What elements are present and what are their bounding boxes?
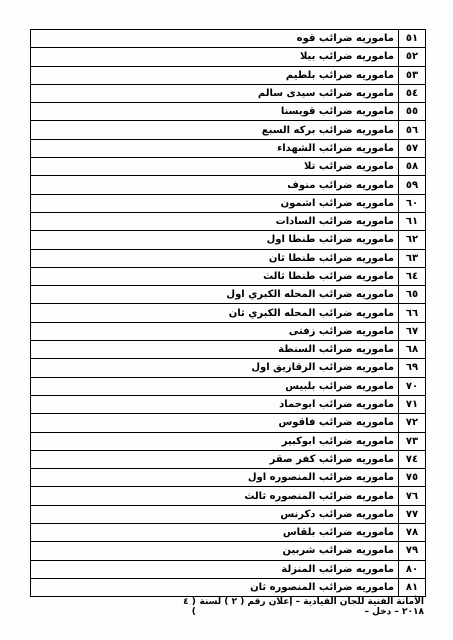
- footer-text: الأمانة الفنية للجان القيادية – إعلان رقم ( ٢ ) لسنة ٢٠١٨ – دخل –: [199, 597, 424, 617]
- office-name: ماموريه ضرائب المنصوره ثالث: [244, 490, 394, 502]
- table-row: [31, 213, 425, 231]
- office-name: ماموريه ضرائب قويسنا: [280, 106, 394, 118]
- office-name: ماموريه ضرائب تلا: [304, 161, 394, 173]
- table-row: [31, 30, 425, 48]
- row-number: ٥٧: [398, 140, 425, 157]
- table-row: [31, 506, 425, 524]
- row-number: ٧٥: [398, 469, 425, 486]
- office-name: ماموريه ضرائب السنطة: [278, 344, 394, 356]
- table-row: [31, 487, 425, 505]
- row-number: ٧٩: [398, 542, 425, 559]
- row-number: ٦٠: [398, 195, 425, 212]
- row-number: ٥٢: [398, 48, 425, 65]
- row-number: ٥٣: [398, 67, 425, 84]
- page-number: ( ٤ ): [183, 597, 196, 617]
- table-row: [31, 378, 425, 396]
- office-name: ماموريه ضرائب شربين: [282, 545, 394, 557]
- row-number: ٦٨: [398, 341, 425, 358]
- table-row: [31, 176, 425, 194]
- office-name: ماموريه ضرائب ابوكبير: [281, 435, 394, 447]
- office-name: ماموريه ضرائب المنزلة: [281, 563, 394, 575]
- office-name: ماموريه ضرائب المحله الكبري ثان: [228, 307, 394, 319]
- row-number: ٦٣: [398, 250, 425, 267]
- table-row: [31, 469, 425, 487]
- office-name: ماموريه ضرائب زفتى: [288, 325, 394, 337]
- office-name: ماموريه ضرائب الشهداء: [277, 142, 394, 154]
- office-name: ماموريه ضرائب طنطا ثالث: [263, 271, 394, 282]
- office-name: ماموريه ضرائب سيدى سالم: [257, 88, 394, 100]
- table-row: [31, 414, 425, 432]
- office-name: ماموريه ضرائب السادات: [275, 216, 394, 228]
- row-number: ٥٥: [398, 103, 425, 120]
- table-row: [31, 433, 425, 451]
- office-name: ماموريه ضرائب دكرنس: [280, 508, 394, 520]
- table-row: [31, 524, 425, 542]
- row-number: ٧١: [398, 396, 425, 413]
- office-name: ماموريه ضرائب الزقازيق اول: [251, 362, 394, 374]
- table-row: [31, 341, 425, 359]
- office-name: ماموريه ضرائب طنطا ثان: [268, 252, 394, 264]
- row-number: ٥٩: [398, 176, 425, 193]
- table-row: [31, 561, 425, 579]
- office-name: ماموريه ضرائب كفر صقر: [269, 453, 394, 465]
- table-row: [31, 286, 425, 304]
- table-row: [31, 67, 425, 85]
- table-row: [31, 140, 425, 158]
- row-number: ٧٤: [398, 451, 425, 468]
- office-name: ماموريه ضرائب بركه السبع: [261, 124, 394, 136]
- office-name: ماموريه ضرائب المنصوره ثان: [250, 582, 394, 594]
- office-name: ماموريه ضرائب طنطا اول: [266, 234, 394, 246]
- table-row: [31, 158, 425, 176]
- office-name: ماموريه ضرائب بلقاس: [282, 527, 394, 539]
- office-name: ماموريه ضرائب بلبيس: [285, 380, 394, 392]
- office-name: ماموريه ضرائب المحله الكبري اول: [226, 289, 394, 301]
- table-row: [31, 250, 425, 268]
- table-row: [31, 451, 425, 469]
- table-row: [31, 396, 425, 414]
- row-number: ٥٤: [398, 85, 425, 102]
- office-name: ماموريه ضرائب اشمون: [280, 197, 394, 209]
- row-number: ٥١: [398, 30, 425, 47]
- table-row: [31, 103, 425, 121]
- row-number: ٧٢: [398, 414, 425, 431]
- table-row: [31, 195, 425, 213]
- row-number: ٦٥: [398, 286, 425, 303]
- table-row: [31, 85, 425, 103]
- table-row: [31, 231, 425, 249]
- table-row: [31, 48, 425, 66]
- row-number: ٥٨: [398, 158, 425, 175]
- office-name: ماموريه ضرائب قوه: [296, 33, 394, 45]
- tax-offices-table: [30, 29, 426, 597]
- page-footer: [30, 599, 426, 615]
- table-row: [31, 268, 425, 286]
- table-row: [31, 304, 425, 322]
- table-row: [31, 359, 425, 377]
- row-number: ٦١: [398, 213, 425, 230]
- table-row: [31, 323, 425, 341]
- row-number: ٨١: [398, 579, 425, 596]
- row-number: ٦٢: [398, 231, 425, 248]
- row-number: ٧٠: [398, 378, 425, 395]
- row-number: ٨٠: [398, 561, 425, 578]
- office-name: ماموريه ضرائب ابوحماد: [279, 399, 394, 411]
- row-number: ٥٦: [398, 121, 425, 138]
- row-number: ٦٧: [398, 323, 425, 340]
- office-name: ماموريه ضرائب فاقوس: [278, 417, 394, 429]
- office-name: ماموريه ضرائب المنصوره اول: [247, 472, 394, 484]
- row-number: ٧٧: [398, 506, 425, 523]
- table-row: [31, 121, 425, 139]
- office-name: ماموريه ضرائب منوف: [287, 179, 394, 191]
- row-number: ٧٦: [398, 487, 425, 504]
- row-number: ٦٦: [398, 304, 425, 321]
- office-name: ماموريه ضرائب بلطيم: [285, 69, 394, 81]
- row-number: ٧٨: [398, 524, 425, 541]
- office-name: ماموريه ضرائب بيلا: [299, 51, 394, 63]
- row-number: ٧٣: [398, 433, 425, 450]
- row-number: ٦٩: [398, 359, 425, 376]
- table-row: [31, 542, 425, 560]
- table-row: [31, 579, 425, 596]
- row-number: ٦٤: [398, 268, 425, 285]
